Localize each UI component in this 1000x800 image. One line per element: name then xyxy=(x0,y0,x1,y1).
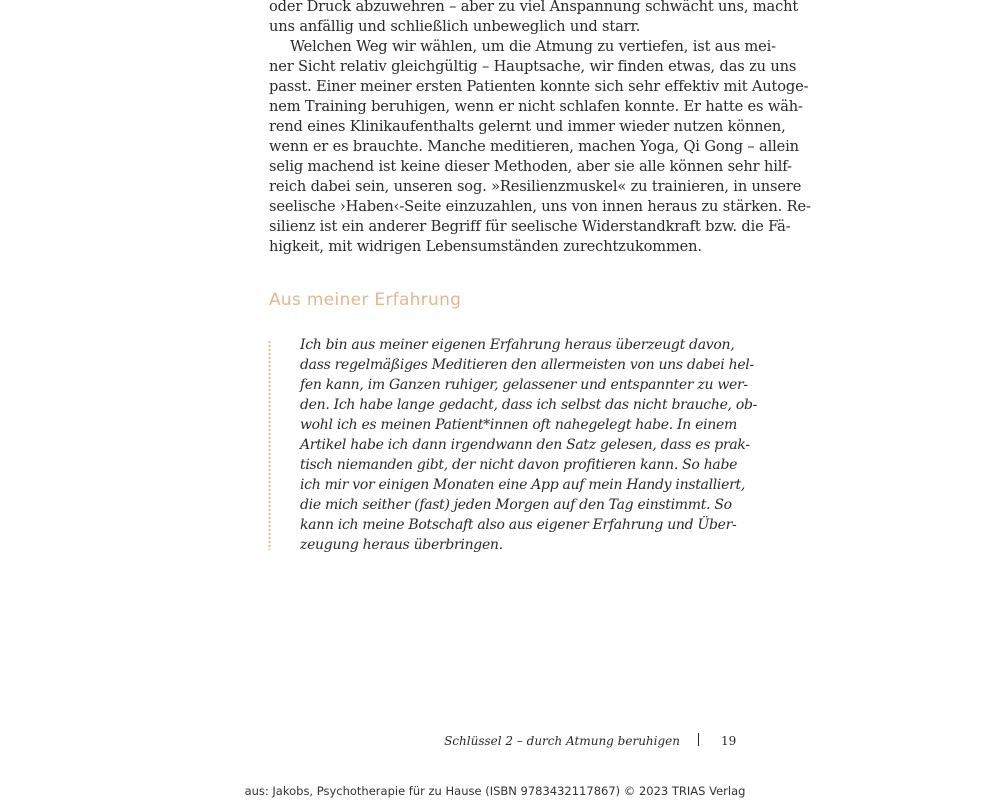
body-text-line: nem Training beruhigen, wenn er nicht schlafen konnte. Er hatte es wäh- xyxy=(269,98,803,115)
quote-line: wohl ich es meinen Patient*innen oft nahegelegt habe. In einem xyxy=(300,417,737,433)
body-text-line: uns anfällig und schließlich unbeweglich und starr. xyxy=(269,18,641,35)
footer-separator xyxy=(698,733,699,746)
quote-line: dass regelmäßiges Meditieren den allermeisten von uns dabei hel- xyxy=(300,357,754,373)
quote-line: tisch niemanden gibt, der nicht davon profitieren kann. So habe xyxy=(300,457,738,473)
quote-line: fen kann, im Ganzen ruhiger, gelassener und entspannter zu wer- xyxy=(300,377,748,393)
body-text-line: passt. Einer meiner ersten Patienten konnte sich sehr effektiv mit Autoge- xyxy=(269,78,809,95)
body-text-line: reich dabei sein, unseren sog. »Resilienzmuskel« zu trainieren, in unsere xyxy=(269,178,802,195)
body-text-line: ner Sicht relativ gleichgültig – Hauptsache, wir finden etwas, das zu uns xyxy=(269,58,797,75)
body-text-line: selig machend ist keine dieser Methoden, aber sie alle können sehr hilf- xyxy=(269,158,792,175)
page-number: 19 xyxy=(721,734,737,748)
quote-line: ich mir vor einigen Monaten eine App auf mein Handy installiert, xyxy=(300,477,745,493)
quote-line: Ich bin aus meiner eigenen Erfahrung heraus überzeugt davon, xyxy=(300,337,735,353)
body-text-line: rend eines Klinikaufenthalts gelernt und immer wieder nutzen können, xyxy=(269,118,786,135)
quote-dotted-bar xyxy=(268,340,271,550)
quote-line: den. Ich habe lange gedacht, dass ich selbst das nicht brauche, ob- xyxy=(300,397,758,413)
body-text-line: higkeit, mit widrigen Lebensumständen zurechtzukommen. xyxy=(269,238,702,255)
running-title: Schlüssel 2 – durch Atmung beruhigen xyxy=(444,734,680,748)
body-text-line: seelische ›Haben‹-Seite einzuzahlen, uns von innen heraus zu stärken. Re- xyxy=(269,198,811,215)
quote-line: Artikel habe ich dann irgendwann den Satz gelesen, dass es prak- xyxy=(300,437,750,453)
body-text-line: silienz ist ein anderer Begriff für seelische Widerstandkraft bzw. die Fä- xyxy=(269,218,791,235)
body-text-line: Welchen Weg wir wählen, um die Atmung zu vertiefen, ist aus mei- xyxy=(290,38,776,55)
source-citation: aus: Jakobs, Psychotherapie für zu Hause (ISBN 9783432117867) © 2023 TRIAS Verlag xyxy=(244,784,746,798)
section-heading: Aus meiner Erfahrung xyxy=(269,290,462,310)
quote-line: kann ich meine Botschaft also aus eigener Erfahrung und Über- xyxy=(300,517,737,533)
quote-line: die mich seither (fast) jeden Morgen auf den Tag einstimmt. So xyxy=(300,497,732,513)
body-text-line: oder Druck abzuwehren – aber zu viel Anspannung schwächt uns, macht xyxy=(269,0,799,15)
quote-line: zeugung heraus überbringen. xyxy=(300,537,503,553)
body-text-line: wenn er es brauchte. Manche meditieren, machen Yoga, Qi Gong – allein xyxy=(269,138,799,155)
